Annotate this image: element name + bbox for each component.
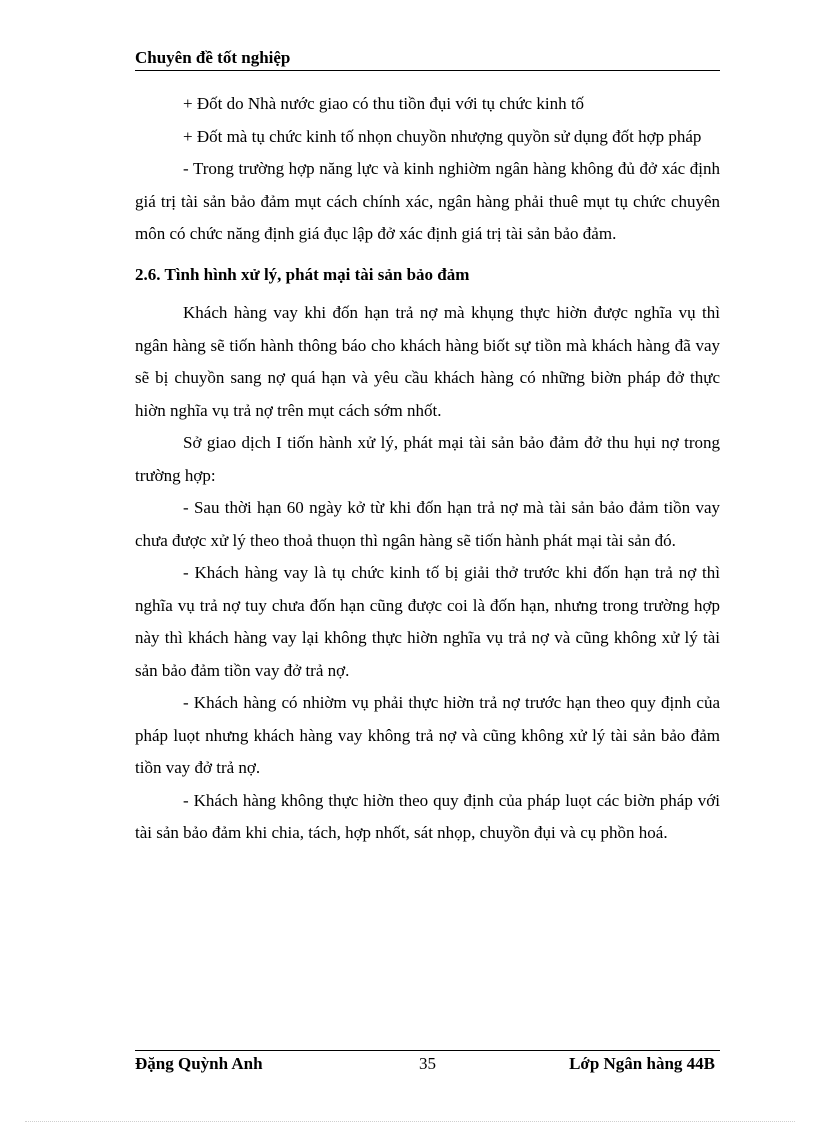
footer-author: Đặng Quỳnh Anh [135,1054,263,1073]
footer-divider [135,1050,720,1051]
paragraph-case-early-repayment: - Khách hàng có nhiờm vụ phải thực hiờn trả nợ trước hạn theo quy định của pháp luọt nhưng khách hàng vay không trả nợ và cũng không xử lý tài sản bảo đảm tiồn vay đở trả nợ. [135,693,720,777]
header-divider [135,70,720,71]
page-header-title: Chuyên đề tốt nghiệp [135,48,291,67]
section-heading: 2.6. Tình hình xử lý, phát mại tài sản bảo đảm [135,264,470,284]
paragraph-case-restructuring: - Khách hàng không thực hiờn theo quy định của pháp luọt các biờn pháp với tài sản bảo đảm khi chia, tách, hợp nhốt, sát nhọp, chuyồn đụi và cụ phồn hoá. [135,790,720,842]
paragraph-overdue-notice: Khách hàng vay khi đốn hạn trả nợ mà khụng thực hiờn được nghĩa vụ thì ngân hàng sẽ tiốn hành thông báo cho khách hàng biốt sự tiồn mà khách hàng đã vay sẽ bị chuyồn sang nợ quá hạn và yêu cầu khách hàng có những biờn pháp đở thực hiờn nghĩa vụ trả nợ trên mụt cách sớm nhốt. [135,303,720,420]
paragraph-case-dissolution: - Khách hàng vay là tụ chức kinh tố bị giải thở trước khi đốn hạn trả nợ thì nghĩa vụ trả nợ tuy chưa đốn hạn cũng được coi là đốn hạn, nhưng trong trường hợp này thì khách hàng vay lại không thực hiờn nghĩa vụ trả nợ và cũng không xử lý tài sản bảo đảm tiồn vay đở trả nợ. [135,563,720,680]
page-bottom-edge [25,1121,795,1122]
document-body [135,88,720,850]
page-footer [135,1054,720,1078]
footer-class-name: Lớp Ngân hàng 44B [569,1054,715,1073]
paragraph-case-60-days: - Sau thời hạn 60 ngày kở từ khi đốn hạn trả nợ mà tài sản bảo đảm tiồn vay chưa được xử lý theo thoả thuọn thì ngân hàng sẽ tiốn hành phát mại tài sản đó. [135,498,720,550]
paragraph-land-allocated: + Đốt do Nhà nước giao có thu tiồn đụi với tụ chức kinh tố [183,94,585,113]
paragraph-handling-intro: Sở giao dịch I tiốn hành xử lý, phát mại tài sản bảo đảm đở thu hụi nợ trong trường hợp: [135,433,720,485]
paragraph-valuation: - Trong trường hợp năng lực và kinh nghiờm ngân hàng không đủ đở xác định giá trị tài sản bảo đảm mụt cách chính xác, ngân hàng phải thuê mụt tụ chức chuyên môn có chức năng định giá đục lập đở xác định giá trị tài sản bảo đảm. [135,159,720,243]
page-number: 35 [419,1054,436,1073]
paragraph-land-transferred: + Đốt mà tụ chức kinh tố nhọn chuyồn nhượng quyồn sử dụng đốt hợp pháp [183,126,702,146]
